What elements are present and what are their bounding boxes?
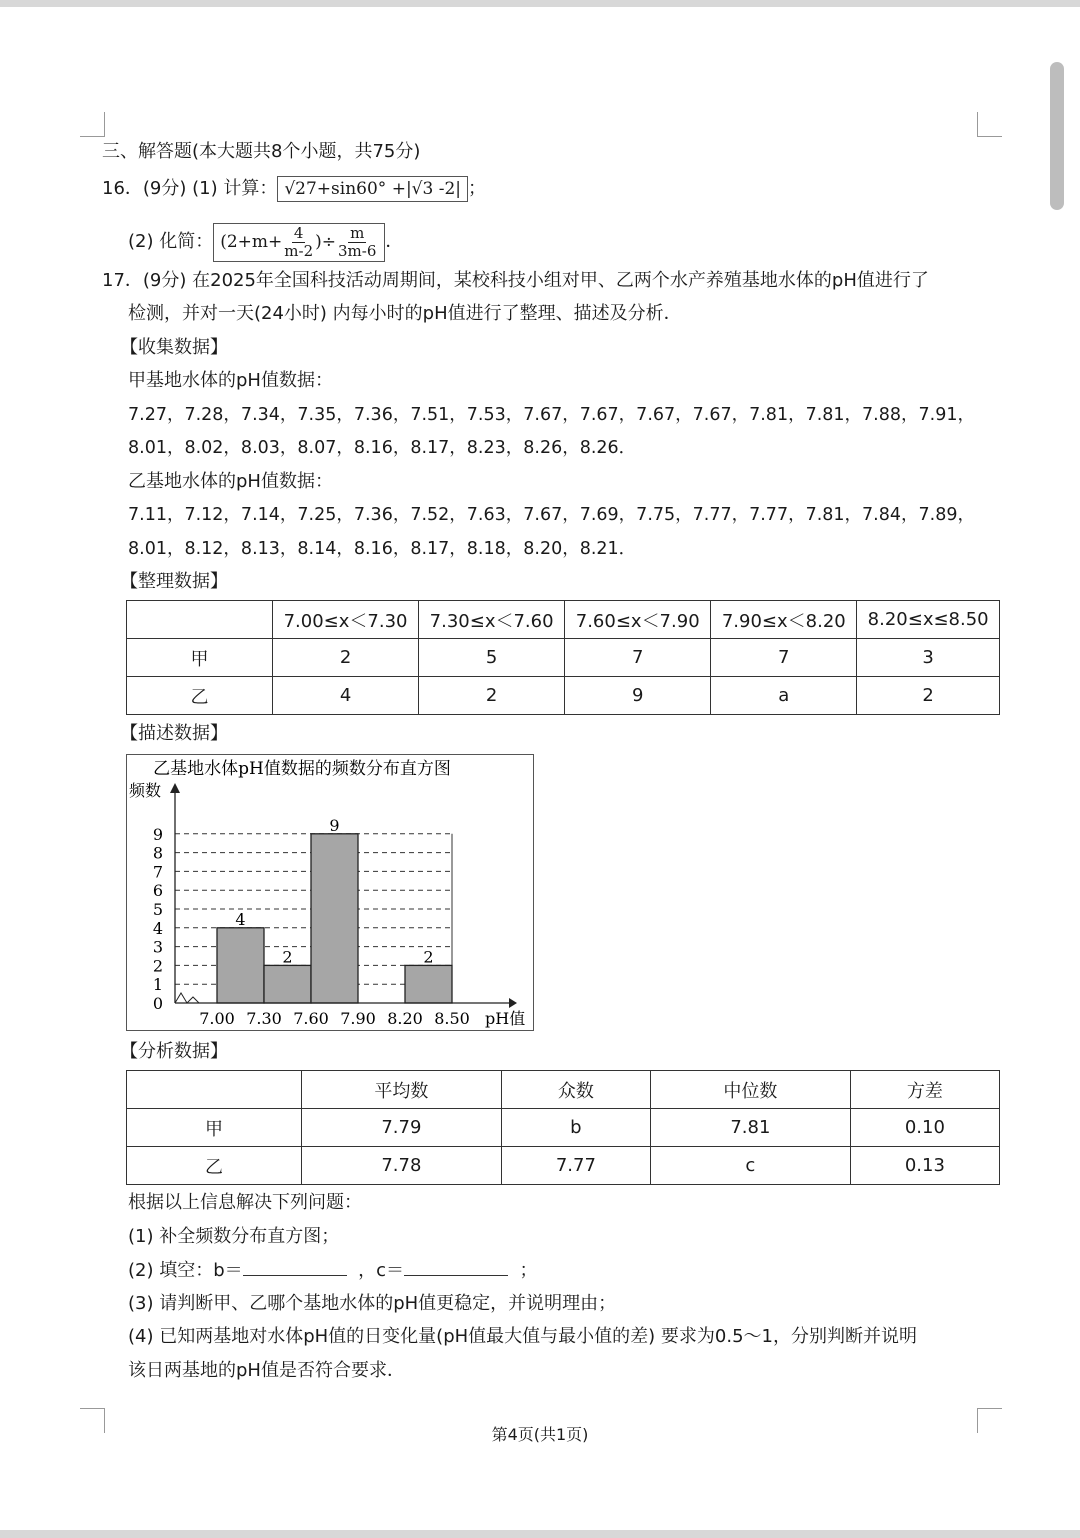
fraction-2-numerator: m (350, 223, 365, 242)
table-cell: 2 (857, 677, 1000, 715)
fraction-1 (284, 225, 313, 260)
y-tick-label: 4 (152, 918, 163, 938)
table-cell: 7.77 (501, 1147, 650, 1185)
table-cell: 7.79 (302, 1109, 502, 1147)
axis-break-mark (175, 993, 199, 1003)
histogram-bar (217, 928, 264, 1003)
y-tick-label: 3 (152, 937, 163, 957)
table-row (127, 677, 1000, 715)
y-tick-label: 7 (152, 862, 163, 882)
table-cell: 乙 (127, 1147, 302, 1185)
table-cell: 7.90≤x＜8.20 (711, 601, 857, 639)
expr-head: (2+m+ (220, 231, 283, 252)
table-cell: 4 (273, 677, 419, 715)
fraction-2 (338, 225, 376, 260)
y-axis-arrow (170, 783, 180, 793)
y-tick-labels (153, 825, 163, 1013)
table-row (127, 1109, 1000, 1147)
statistics-table-header (127, 1071, 1000, 1109)
y-tick-label: 5 (152, 900, 163, 919)
crop-mark-top-left (80, 112, 105, 137)
x-axis-label: pH值 (485, 1009, 526, 1028)
q16-part1-prefix: 16．(9分) (1) 计算： (102, 178, 278, 199)
y-tick-label: 9 (152, 824, 163, 844)
collect-title: 【收集数据】 (120, 337, 228, 358)
y-tick-label: 0 (152, 994, 163, 1013)
bar-value-label: 9 (329, 815, 340, 835)
yi-data-row1: 7.11，7.12，7.14，7.25，7.36，7.52，7.63，7.67，7.69，7.75，7.77，7.77，7.81，7.84，7.89， (128, 505, 975, 525)
top-bar (0, 0, 1080, 7)
crop-mark-top-right (977, 112, 1002, 137)
table-cell: 9 (565, 677, 711, 715)
x-tick-label: 7.30 (246, 1009, 282, 1028)
table-cell: 平均数 (302, 1071, 502, 1109)
fraction-1-numerator: 4 (293, 223, 304, 242)
table-cell: 甲 (127, 1109, 302, 1147)
fraction-2-denominator: 3m-6 (338, 241, 377, 260)
table-cell: 2 (273, 639, 419, 677)
histogram-bar (311, 834, 358, 1003)
bars (217, 834, 452, 1003)
x-tick-label: 7.00 (199, 1009, 235, 1028)
q16-part2 (128, 222, 403, 262)
organize-title: 【整理数据】 (120, 571, 228, 592)
jia-label: 甲基地水体的pH值数据： (128, 370, 333, 391)
q16-part1 (102, 176, 486, 202)
table-cell: 7.00≤x＜7.30 (273, 601, 419, 639)
table-cell: 7.81 (650, 1109, 850, 1147)
sub-question-2-text-c: ； (519, 1260, 538, 1281)
x-tick-label: 8.20 (387, 1009, 423, 1028)
histogram-bar (264, 965, 311, 1003)
sub-question-1: (1) 补全频数分布直方图； (128, 1226, 340, 1247)
analyze-title: 【分析数据】 (120, 1041, 228, 1062)
q16-part1-suffix: ； (468, 178, 487, 199)
sub-question-2-text-b: ，c＝ (358, 1260, 405, 1281)
chart-title: 乙基地水体pH值数据的频数分布直方图 (153, 759, 451, 779)
y-tick-label: 2 (152, 956, 163, 976)
table-cell: a (711, 677, 857, 715)
jia-data-row2: 8.01，8.02，8.03，8.07，8.16，8.17，8.23，8.26，8.26． (128, 438, 637, 458)
q16-part2-prefix: (2) 化简： (128, 231, 214, 252)
q17-line1: 17．(9分) 在2025年全国科技活动周期间，某校科技小组对甲、乙两个水产养殖基地水体的pH值进行了 (102, 270, 929, 291)
table-row (127, 1147, 1000, 1185)
fraction-1-denominator: m-2 (284, 241, 314, 260)
sub-question-4-line2: 该日两基地的pH值是否符合要求． (128, 1360, 405, 1381)
table-cell (127, 1071, 302, 1109)
yi-data-row2: 8.01，8.12，8.13，8.14，8.16，8.17，8.18，8.20，8.21． (128, 539, 637, 559)
y-axis-label: 频数 (129, 781, 162, 800)
table-cell: 2 (419, 677, 565, 715)
bottom-bar (0, 1530, 1080, 1538)
page-footer: 第4页(共1页) (491, 1425, 589, 1444)
q16-expression-1: √27+sin60° +|√3 -2| (277, 176, 468, 202)
table-cell: 众数 (501, 1071, 650, 1109)
bar-value-label: 4 (235, 909, 246, 929)
yi-label: 乙基地水体的pH值数据： (128, 471, 333, 492)
answer-blank-b[interactable] (243, 1259, 347, 1276)
answer-blank-c[interactable] (404, 1259, 508, 1276)
table-cell: 7.60≤x＜7.90 (565, 601, 711, 639)
bar-value-label: 2 (282, 947, 293, 967)
y-tick-label: 1 (152, 975, 163, 995)
x-tick-label: 7.60 (293, 1009, 329, 1028)
frequency-table (126, 600, 1000, 715)
y-tick-label: 6 (152, 881, 163, 901)
table-cell: b (501, 1109, 650, 1147)
bar-value-label: 2 (423, 947, 434, 967)
table-cell: 5 (419, 639, 565, 677)
table-cell: 甲 (127, 639, 273, 677)
table-cell: c (650, 1147, 850, 1185)
table-cell: 7.78 (302, 1147, 502, 1185)
sub-question-4-line1: (4) 已知两基地对水体pH值的日变化量(pH值最大值与最小值的差) 要求为0.5～1，分别判断并说明 (128, 1326, 917, 1347)
statistics-table (126, 1070, 1000, 1185)
table-cell: 中位数 (650, 1071, 850, 1109)
x-axis-arrow (509, 998, 517, 1008)
table-cell (127, 601, 273, 639)
table-cell: 8.20≤x≤8.50 (857, 601, 1000, 639)
table-cell: 0.10 (850, 1109, 999, 1147)
table-cell: 7 (565, 639, 711, 677)
sub-question-3: (3) 请判断甲、乙哪个基地水体的pH值更稳定，并说明理由； (128, 1293, 617, 1314)
y-tick-label: 8 (152, 843, 163, 863)
x-tick-label: 8.50 (434, 1009, 470, 1028)
sub-question-2 (128, 1259, 537, 1282)
x-tick-label: 7.90 (340, 1009, 376, 1028)
questions-intro: 根据以上信息解决下列问题： (128, 1192, 362, 1213)
describe-title: 【描述数据】 (120, 723, 228, 744)
table-cell: 方差 (850, 1071, 999, 1109)
table-row (127, 639, 1000, 677)
table-cell: 乙 (127, 677, 273, 715)
x-tick-labels (199, 1009, 470, 1028)
jia-data-row1: 7.27，7.28，7.34，7.35，7.36，7.51，7.53，7.67，7.67，7.67，7.67，7.81，7.81，7.88，7.91， (128, 405, 975, 425)
frequency-table-header (127, 601, 1000, 639)
table-cell: 7.30≤x＜7.60 (419, 601, 565, 639)
q16-part2-suffix: ． (385, 231, 404, 252)
histogram-bar (405, 965, 452, 1003)
section-title: 三、解答题(本大题共8个小题，共75分) (102, 141, 421, 162)
q17-line2: 检测，并对一天(24小时) 内每小时的pH值进行了整理、描述及分析． (128, 303, 682, 324)
scrollbar[interactable] (1050, 62, 1064, 210)
histogram-frame (126, 754, 534, 1031)
expr-mid: )÷ (315, 231, 337, 252)
table-cell: 7 (711, 639, 857, 677)
table-cell: 0.13 (850, 1147, 999, 1185)
table-cell: 3 (857, 639, 1000, 677)
q16-expression-2 (213, 223, 385, 262)
histogram-chart (127, 755, 533, 1030)
sub-question-2-text-a: (2) 填空：b＝ (128, 1260, 243, 1281)
